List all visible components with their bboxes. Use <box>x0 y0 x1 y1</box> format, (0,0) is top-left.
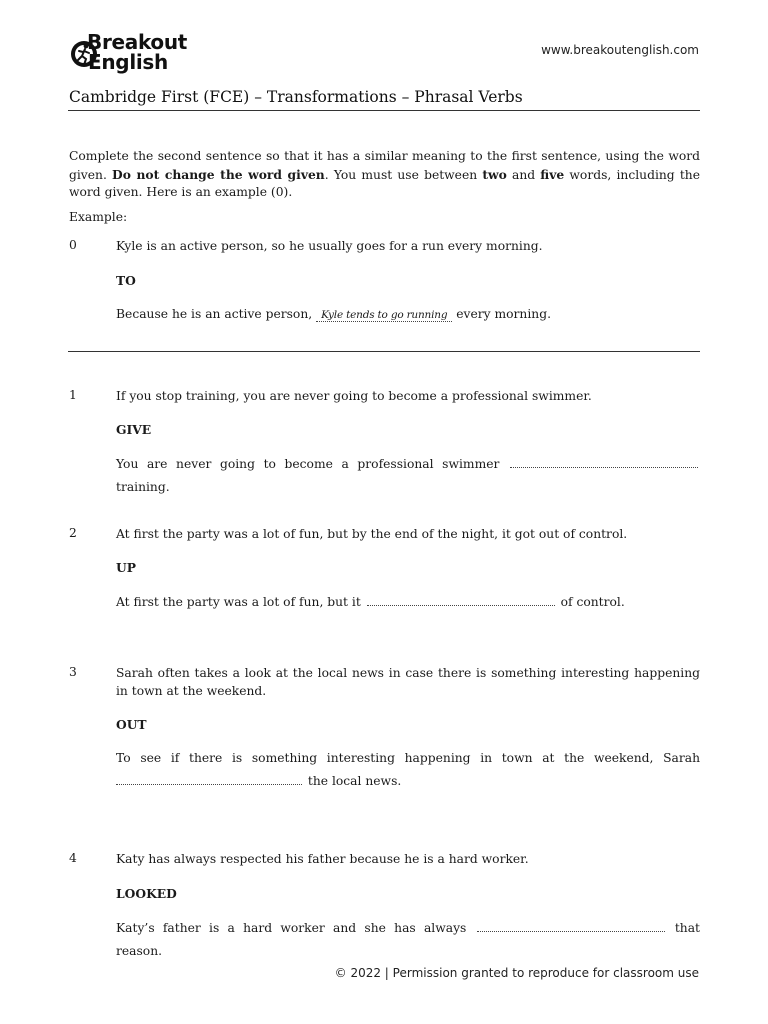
question-number: 3 <box>69 665 77 679</box>
page-title: Cambridge First (FCE) – Transformations – Phrasal Verbs <box>69 88 523 106</box>
breakout-english-logo <box>70 30 220 78</box>
question-sentence: If you stop training, you are never going to become a professional swimmer. <box>116 389 592 403</box>
question-number: 4 <box>69 851 77 865</box>
question-transformation: Katy’s father is a hard worker and she has always that reason. <box>116 921 700 958</box>
instructions-bold-two: two <box>482 166 507 182</box>
logo-text-line2: English <box>88 50 168 74</box>
question-transformation: To see if there is something interesting happening in town at the weekend, Sarah the local news. <box>116 751 700 788</box>
title-divider <box>68 110 700 111</box>
website-url[interactable]: www.breakoutenglish.com <box>541 43 699 57</box>
instructions: Complete the second sentence so that it has a similar meaning to the first sentence, using the word given. Do not change the word given. You must use between two and five words, including the word given. Here is an example (0). <box>69 149 700 199</box>
item-keyword: TO <box>116 273 136 288</box>
question-keyword: GIVE <box>116 422 152 437</box>
example-answer: Kyle tends to go running <box>316 309 452 322</box>
question-sentence: Katy has always respected his father because he is a hard worker. <box>116 852 529 866</box>
answer-blank[interactable] <box>116 773 302 785</box>
logo-text-line1: Breakout <box>87 30 188 54</box>
example-label: Example: <box>69 210 128 224</box>
question-keyword: UP <box>116 560 136 575</box>
answer-blank[interactable] <box>510 456 698 468</box>
question-transformation: At first the party was a lot of fun, but it of control. <box>116 595 625 609</box>
example-divider <box>68 351 700 352</box>
item-transformation: Because he is an active person, Kyle tends to go running every morning. <box>116 307 551 321</box>
question-transformation: You are never going to become a professional swimmer training. <box>116 453 700 499</box>
question-sentence: At first the party was a lot of fun, but by the end of the night, it got out of control. <box>116 527 628 541</box>
answer-blank[interactable] <box>367 594 555 606</box>
item-number: 0 <box>69 238 77 252</box>
question-number: 2 <box>69 526 77 540</box>
question-number: 1 <box>69 388 77 402</box>
question-sentence: Sarah often takes a look at the local news in case there is something interesting happening in town at the weekend. <box>116 666 700 698</box>
question-keyword: OUT <box>116 717 147 732</box>
answer-blank[interactable] <box>477 920 665 932</box>
instructions-bold-word-given: Do not change the word given <box>112 166 325 182</box>
instructions-bold-five: five <box>540 166 565 182</box>
item-sentence: Kyle is an active person, so he usually goes for a run every morning. <box>116 239 543 253</box>
copyright-footer: © 2022 | Permission granted to reproduce for classroom use <box>334 966 699 980</box>
question-keyword: LOOKED <box>116 886 177 901</box>
